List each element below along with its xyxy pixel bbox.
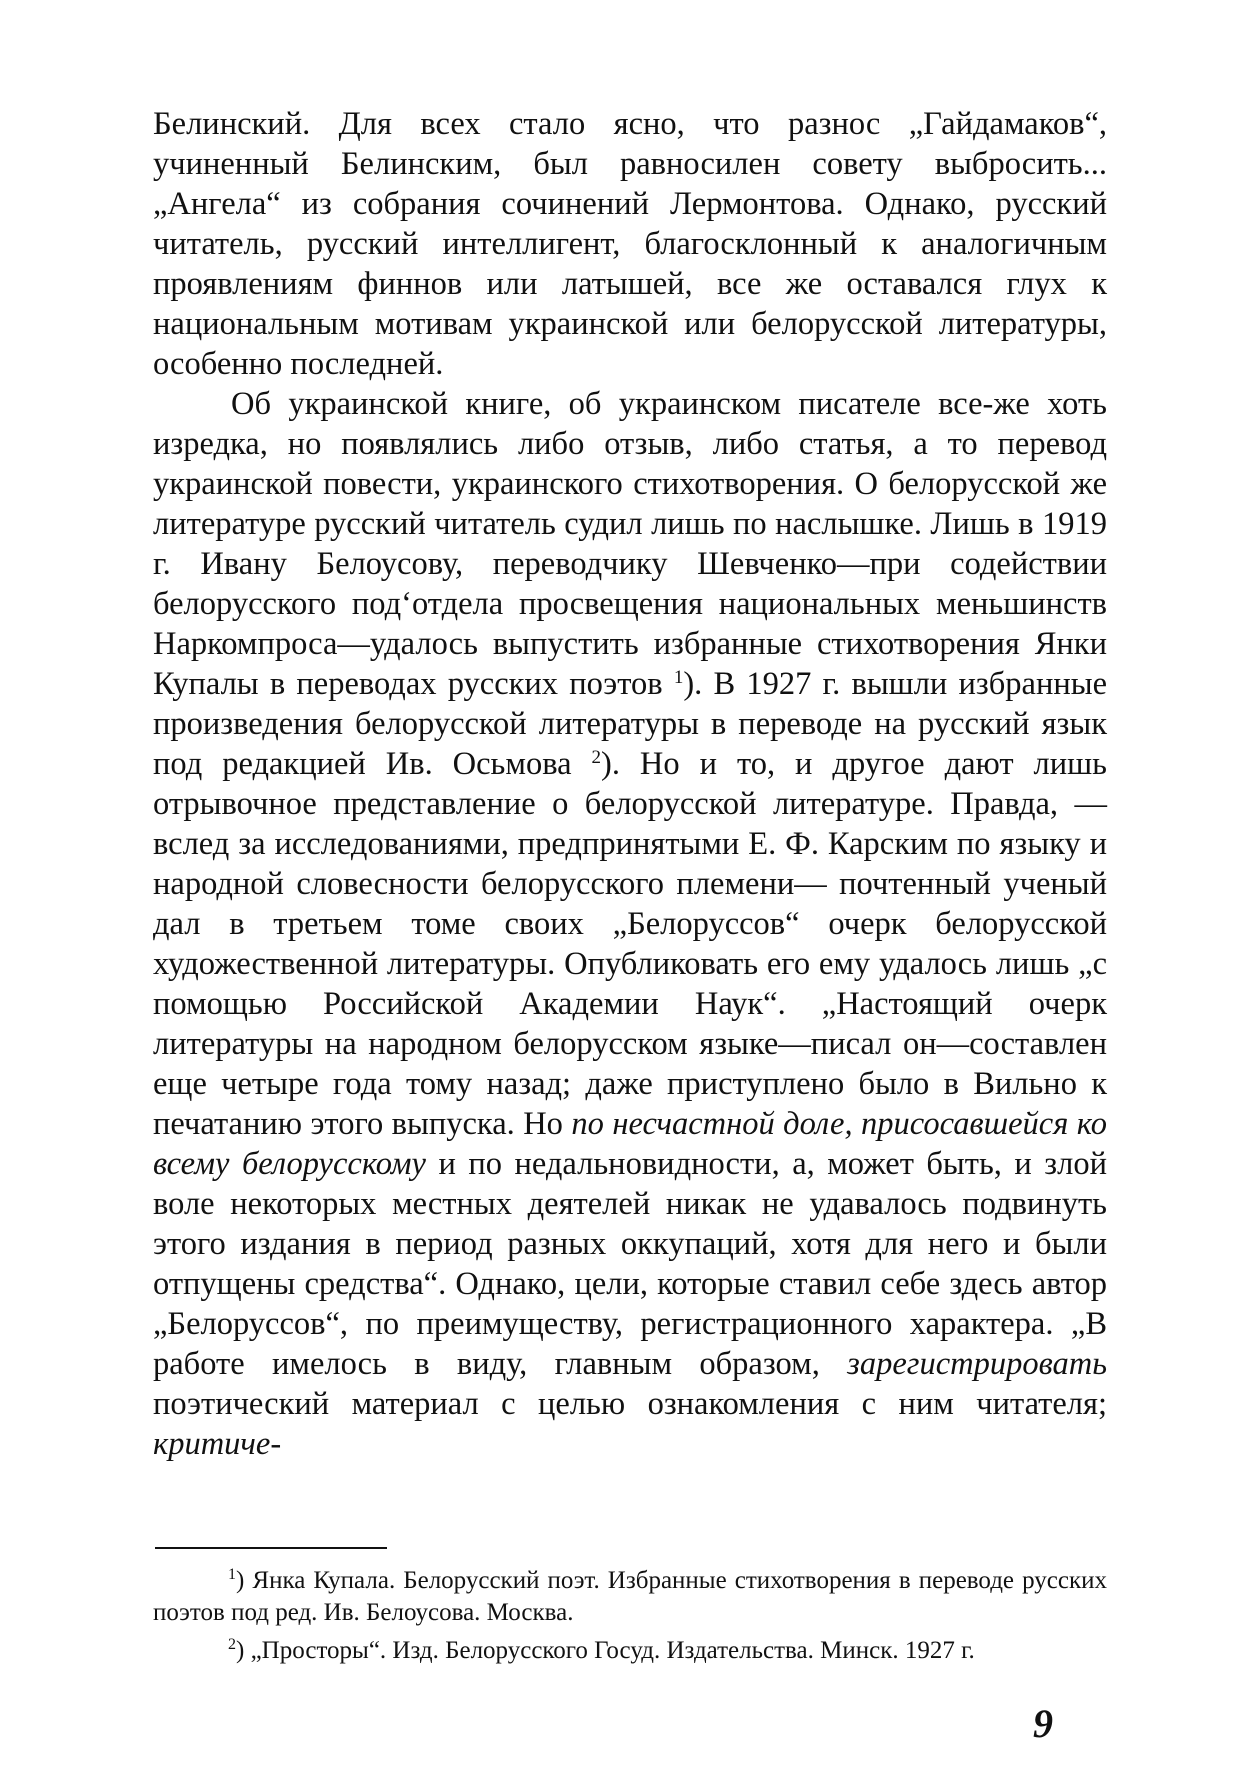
paragraph-2-part-5: поэтический материал с целью ознакомления с ним читателя; — [153, 1386, 1107, 1422]
footnote-text-1: ) Янка Купала. Белорусский поэт. Избранные стихотворения в переводе русских поэтов под ред. Ив. Белоусова. Москва. — [153, 1567, 1107, 1626]
footnote-ref-2: 2 — [591, 747, 602, 768]
page-number: 9 — [1033, 1701, 1053, 1746]
paragraph-2-part-2: ). В 1927 г. вышли избранные произведения белорусской литературы в переводе на русский язык под редакцией Ив. Осьмова — [153, 666, 1107, 782]
paragraph-2 — [153, 384, 1107, 1464]
footnote-1 — [153, 1565, 1107, 1629]
footnotes — [153, 1565, 1107, 1673]
paragraph-2-part-4: и по недальновидности, а, может быть, и злой воле некоторых местных деятелей никак не удавалось подвинуть этого издания в период разных оккупаций, хотя для него и были отпущены средства“. Однако, цели, которые ставил себе здесь автор „Белоруссов“, по преимуществу, регистрационного характера. „В работе имелось в виду, главным образом, — [153, 1146, 1107, 1382]
footnote-ref-1: 1 — [673, 667, 684, 688]
paragraph-2-part-3: ). Но и то, и другое дают лишь отрывочное представление о белорусской литературе. Правда, —вслед за исследованиями, предпринятыми Е. Ф. Карским по языку и народной словесности белорусского племени— почтенный ученый дал в третьем томе своих „Белоруссов“ очерк белорусской художественной литературы. Опубликовать его ему удалось лишь „с помощью Российской Академии Наук“. „Настоящий очерк литературы на народном белорусском языке—писал он—составлен еще четыре года тому назад; даже приступлено было в Вильно к печатанию этого выпуска. Но — [153, 746, 1108, 1142]
footnote-separator — [155, 1547, 387, 1549]
italic-quote: по несчастной доле, присосавшейся ко всему белорусскому — [153, 1106, 1107, 1182]
paragraph-2-part-1: Об украинской книге, об украинском писателе все-же хоть изредка, но появлялись либо отзыв, либо статья, а то перевод украинской повести, украинского стихотворения. О белорусской же литературе русский читатель судил лишь по наслышке. Лишь в 1919 г. Ивану Белоусову, переводчику Шевченко—при содействии белорусского под‘отдела просвещения национальных меньшинств Наркомпроса—удалось выпустить избранные стихотворения Янки Купалы в переводах русских поэтов — [153, 386, 1107, 702]
paragraph-1: Белинский. Для всех стало ясно, что разнос „Гайдамаков“, учиненный Белинским, был равносилен совету выбросить... „Ангела“ из собрания сочинений Лермонтова. Однако, русский читатель, русский интеллигент, благосклонный к аналогичным проявлениям финнов или латышей, все же оставался глух к национальным мотивам украинской или белорусской литературы, особенно последней. — [153, 106, 1107, 382]
main-text — [153, 104, 1107, 1464]
footnote-marker-2: 2 — [228, 1636, 236, 1653]
footnote-marker-1: 1 — [228, 1566, 236, 1583]
italic-word: зарегистрировать — [847, 1346, 1107, 1382]
footnote-text-2: ) „Просторы“. Изд. Белорусского Госуд. Издательства. Минск. 1927 г. — [236, 1637, 975, 1664]
italic-hyphenated-word: критиче- — [153, 1426, 282, 1462]
footnote-2 — [153, 1635, 1107, 1667]
